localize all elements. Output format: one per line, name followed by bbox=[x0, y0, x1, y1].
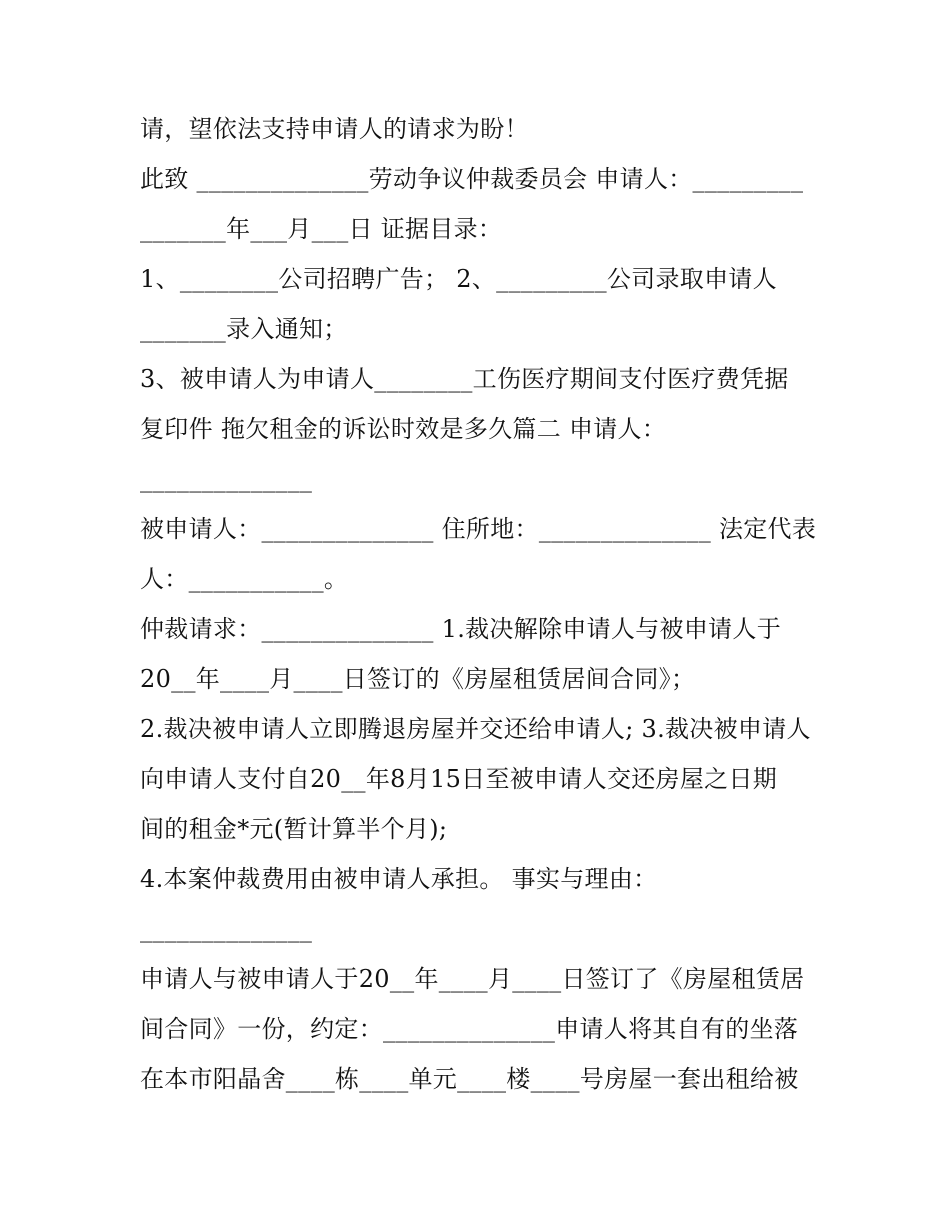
text-line-20: 在本市阳晶舍____栋____单元____楼____号房屋一套出租给被 bbox=[140, 1065, 799, 1093]
text-line-14: 向申请人支付自20__年8月15日至被申请人交还房屋之日期 bbox=[140, 765, 778, 793]
text-line-19: 间合同》一份，约定：______________申请人将其自有的坐落 bbox=[140, 1015, 799, 1043]
text-line-15: 间的租金*元(暂计算半个月); bbox=[140, 815, 448, 843]
text-line-16: 4.本案仲裁费用由被申请人承担。 事实与理由： bbox=[140, 865, 658, 893]
text-line-8: ______________ bbox=[140, 465, 313, 493]
text-line-1: 请，望依法支持申请人的请求为盼！ bbox=[140, 115, 529, 143]
text-line-13: 2.裁决被申请人立即腾退房屋并交还给申请人; 3.裁决被申请人 bbox=[140, 715, 811, 743]
document-body bbox=[140, 104, 820, 1104]
text-line-11: 仲裁请求：______________ 1.裁决解除申请人与被申请人于 bbox=[140, 615, 782, 643]
text-line-10: 人：___________。 bbox=[140, 565, 349, 593]
text-line-12: 20__年____月____日签订的《房屋租赁居间合同》； bbox=[140, 665, 696, 693]
text-line-18: 申请人与被申请人于20__年____月____日签订了《房屋租赁居 bbox=[140, 965, 805, 993]
text-line-4: 1、________公司招聘广告； 2、_________公司录取申请人 bbox=[140, 265, 777, 293]
text-line-2: 此致 ______________劳动争议仲裁委员会 申请人：_________ bbox=[140, 165, 804, 193]
text-line-5: _______录入通知； bbox=[140, 315, 348, 343]
text-line-6: 3、被申请人为申请人________工伤医疗期间支付医疗费凭据 bbox=[140, 365, 789, 393]
text-line-9: 被申请人：______________ 住所地：______________ 法定代表 bbox=[140, 515, 817, 543]
text-line-3: _______年___月___日 证据目录： bbox=[140, 215, 503, 243]
text-line-7: 复印件 拖欠租金的诉讼时效是多久篇二 申请人： bbox=[140, 415, 667, 443]
text-line-17: ______________ bbox=[140, 915, 313, 943]
